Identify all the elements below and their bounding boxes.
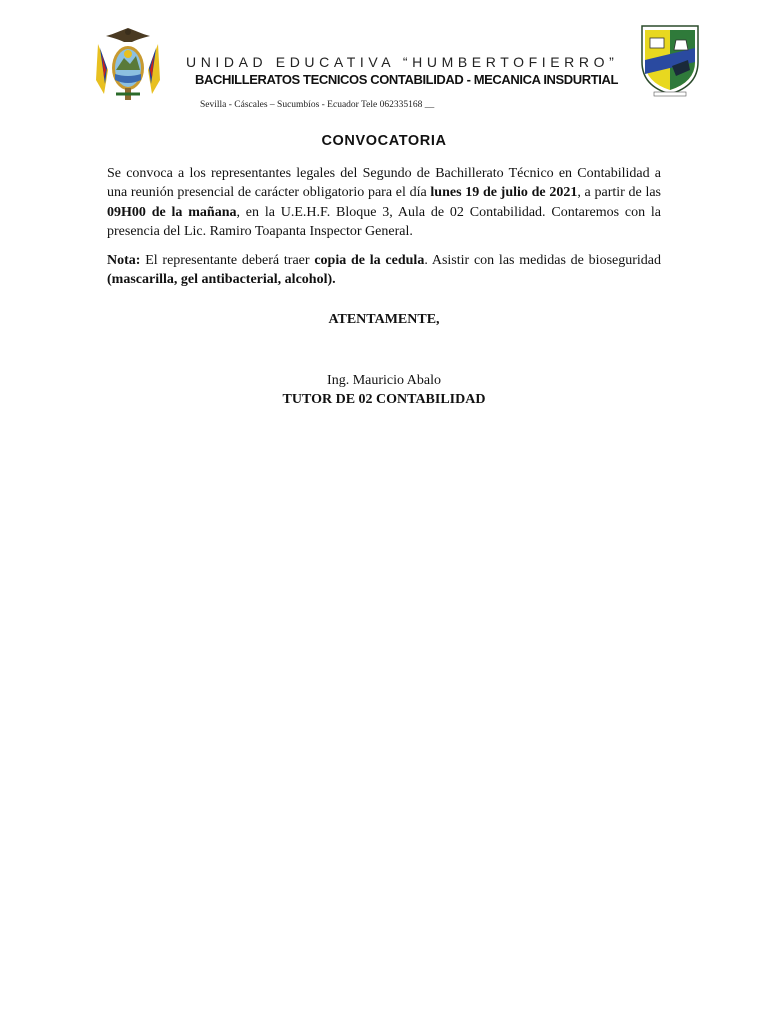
meeting-time: 09H00 de la mañana (107, 204, 237, 220)
ecuador-coat-of-arms-icon (92, 24, 164, 104)
school-name: UNIDAD EDUCATIVA “HUMBERTOFIERRO” (186, 54, 619, 70)
paragraph-text: , a partir de las (577, 185, 662, 201)
paragraph-text: , en la U.E.H.F. Bloque 3, Aula de 02 Contabilidad. Contaremos con la presencia del Lic. Ramiro Toapanta Inspector General. (107, 204, 661, 239)
document-title: CONVOCATORIA (321, 133, 447, 149)
note-paragraph (107, 251, 661, 290)
school-address: Sevilla - Cáscales – Sucumbíos - Ecuador Tele 062335168 __ (200, 100, 435, 110)
meeting-date: lunes 19 de julio de 2021 (430, 185, 578, 201)
school-crest-icon (636, 22, 704, 98)
paragraph-text: Se convoca a los representantes legales del Segundo de Bachillerato Técnico en Contabilidad a una reunión presencial de carácter obligatorio para el día (107, 166, 661, 201)
paragraph-text: El representante deberá traer (140, 253, 315, 268)
required-document: copia de la cedula (314, 253, 425, 268)
note-label: Nota: (107, 253, 141, 268)
paragraph-text: . Asistir con las medidas de bioseguridad (424, 253, 661, 268)
biosecurity-items: (mascarilla, gel antibacterial, alcohol). (107, 272, 336, 288)
signer-title: TUTOR DE 02 CONTABILIDAD (282, 392, 486, 407)
convocation-paragraph (107, 164, 661, 241)
closing-salutation: ATENTAMENTE, (328, 312, 440, 327)
signer-name: Ing. Mauricio Abalo (327, 373, 441, 388)
programs-subtitle: BACHILLERATOS TECNICOS CONTABILIDAD - MECANICA INSDURTIAL (195, 72, 619, 87)
